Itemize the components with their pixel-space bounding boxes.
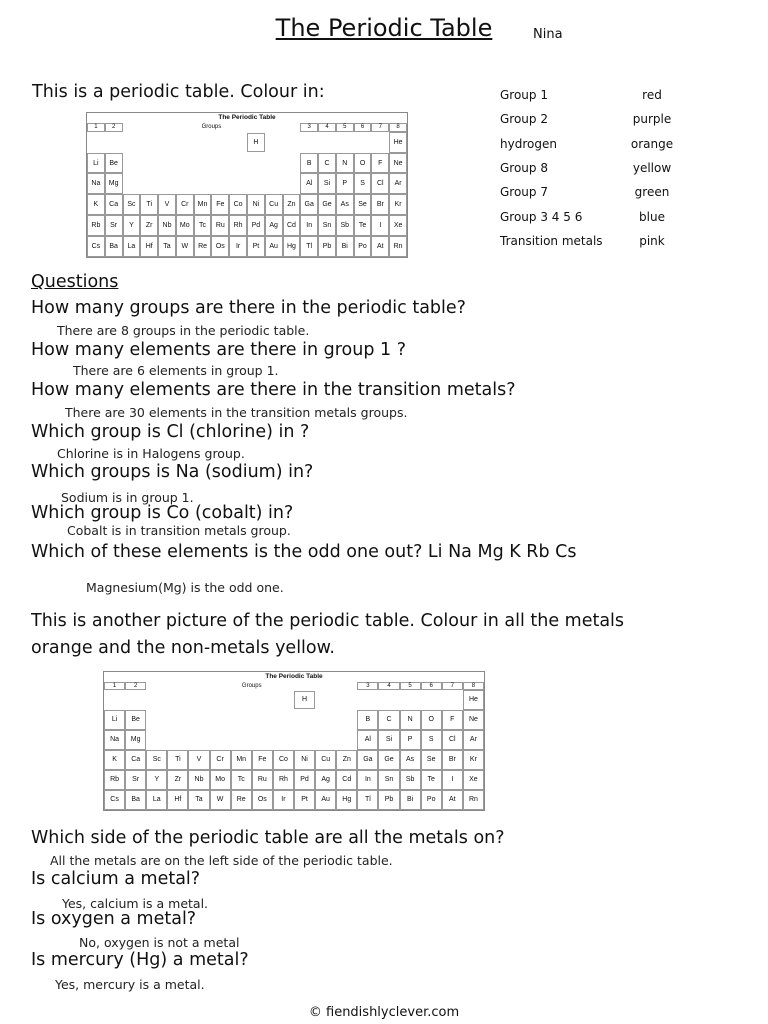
element-cell: Hf — [140, 236, 158, 257]
element-cell: Ru — [252, 770, 273, 790]
element-cell: Tl — [300, 236, 318, 257]
element-cell: Ni — [294, 750, 315, 770]
element-cell: Te — [421, 770, 442, 790]
legend-group: Transition metals — [500, 234, 603, 248]
element-cell: N — [336, 153, 354, 174]
element-cell: S — [354, 173, 372, 194]
element-cell: Zr — [167, 770, 188, 790]
element-cell: Ga — [300, 194, 318, 215]
footer-copyright: © fiendishlyclever.com — [308, 1005, 460, 1020]
group-number: 2 — [105, 123, 123, 132]
legend-group: hydrogen — [500, 137, 557, 151]
group-number: 3 — [300, 123, 318, 132]
element-cell: Ar — [389, 173, 407, 194]
author-name: Nina — [533, 27, 563, 42]
question: Is oxygen a metal? — [31, 909, 197, 929]
element-cell: Po — [421, 790, 442, 810]
element-cell: Rn — [389, 236, 407, 257]
element-cell-helium: He — [389, 132, 407, 153]
element-cell: Zr — [140, 215, 158, 236]
element-cell: Os — [211, 236, 229, 257]
element-cell: N — [400, 710, 421, 730]
element-cell: Au — [265, 236, 283, 257]
element-cell: Ir — [273, 790, 294, 810]
element-cell: Ca — [125, 750, 146, 770]
groups-label: Groups — [201, 124, 222, 131]
group-number: 6 — [354, 123, 372, 132]
element-cell: Mn — [231, 750, 252, 770]
question: Is mercury (Hg) a metal? — [31, 950, 249, 970]
element-cell: Pb — [318, 236, 336, 257]
element-cell: Si — [378, 730, 399, 750]
group-number: 8 — [389, 123, 407, 132]
element-cell: Ti — [140, 194, 158, 215]
element-cell: Sb — [336, 215, 354, 236]
element-cell: Ba — [105, 236, 123, 257]
element-cell: S — [421, 730, 442, 750]
element-cell: O — [354, 153, 372, 174]
element-cell: Cd — [283, 215, 301, 236]
legend-colour: yellow — [632, 161, 672, 175]
group-number: 2 — [125, 682, 146, 690]
answer: No, oxygen is not a metal — [79, 935, 240, 950]
answer: There are 30 elements in the transition metals groups. — [65, 405, 408, 420]
element-cell: Te — [354, 215, 372, 236]
element-cell: C — [318, 153, 336, 174]
element-cell: Ga — [357, 750, 378, 770]
second-intro-line2: orange and the non-metals yellow. — [31, 638, 335, 658]
element-cell: Mg — [125, 730, 146, 750]
legend-group: Group 7 — [500, 185, 548, 199]
element-cell: Sc — [123, 194, 141, 215]
element-cell: Pt — [294, 790, 315, 810]
element-cell: Cl — [442, 730, 463, 750]
element-cell: Cu — [265, 194, 283, 215]
answer: Magnesium(Mg) is the odd one. — [86, 580, 284, 595]
element-cell: Po — [354, 236, 372, 257]
element-cell: As — [400, 750, 421, 770]
element-cell: V — [158, 194, 176, 215]
element-cell: Xe — [389, 215, 407, 236]
answer: All the metals are on the left side of the periodic table. — [50, 853, 393, 868]
element-cell: In — [357, 770, 378, 790]
element-cell: Se — [354, 194, 372, 215]
periodic-table-title: The Periodic Table — [265, 673, 323, 680]
groups-label: Groups — [241, 682, 262, 689]
element-cell: Mo — [210, 770, 231, 790]
element-cell: Ca — [105, 194, 123, 215]
group-number: 1 — [104, 682, 125, 690]
element-cell: Al — [300, 173, 318, 194]
element-cell: Be — [125, 710, 146, 730]
element-cell: Ag — [265, 215, 283, 236]
legend-group: Group 2 — [500, 112, 548, 126]
periodic-table-title: The Periodic Table — [218, 114, 276, 121]
element-cell: Bi — [336, 236, 354, 257]
element-cell: Cd — [336, 770, 357, 790]
element-cell: Sc — [146, 750, 167, 770]
legend-colour: orange — [630, 137, 674, 151]
element-cell: Sb — [400, 770, 421, 790]
legend-colour: pink — [639, 234, 665, 248]
element-cell: Si — [318, 173, 336, 194]
element-cell: Cr — [210, 750, 231, 770]
element-cell: Sr — [105, 215, 123, 236]
element-cell: P — [400, 730, 421, 750]
answer: There are 8 groups in the periodic table. — [57, 323, 310, 338]
element-cell: Os — [252, 790, 273, 810]
element-cell: Hg — [283, 236, 301, 257]
element-cell: Ge — [378, 750, 399, 770]
element-cell: Tc — [231, 770, 252, 790]
element-cell: Li — [104, 710, 125, 730]
element-cell: Sn — [378, 770, 399, 790]
element-cell: Hg — [336, 790, 357, 810]
group-number: 5 — [400, 682, 421, 690]
element-cell: La — [146, 790, 167, 810]
element-cell-helium: He — [463, 690, 484, 710]
answer: There are 6 elements in group 1. — [73, 363, 279, 378]
element-cell: Ni — [247, 194, 265, 215]
element-cell: Ne — [389, 153, 407, 174]
element-cell: Ag — [315, 770, 336, 790]
element-cell: Ir — [229, 236, 247, 257]
group-number: 8 — [463, 682, 484, 690]
element-cell: In — [300, 215, 318, 236]
element-cell: Tc — [194, 215, 212, 236]
element-cell: I — [442, 770, 463, 790]
question: Is calcium a metal? — [31, 869, 201, 889]
periodic-table-1 — [86, 112, 408, 258]
element-cell: Re — [194, 236, 212, 257]
element-cell: Se — [421, 750, 442, 770]
legend-group: Group 8 — [500, 161, 548, 175]
element-cell: C — [378, 710, 399, 730]
element-cell: Fe — [211, 194, 229, 215]
question: Which of these elements is the odd one out? Li Na Mg K Rb Cs — [31, 542, 577, 562]
element-cell: Nb — [158, 215, 176, 236]
legend-colour: blue — [639, 210, 665, 224]
element-cell: La — [123, 236, 141, 257]
group-number: 3 — [357, 682, 378, 690]
element-cell: Pb — [378, 790, 399, 810]
legend-group: Group 3 4 5 6 — [500, 210, 583, 224]
question: Which group is Co (cobalt) in? — [31, 503, 294, 523]
intro-instruction: This is a periodic table. Colour in: — [32, 82, 325, 102]
element-cell: Rb — [87, 215, 105, 236]
element-cell: Rb — [104, 770, 125, 790]
group-number: 6 — [421, 682, 442, 690]
answer: Cobalt is in transition metals group. — [67, 523, 291, 538]
periodic-table-2 — [103, 671, 485, 811]
element-cell: Ge — [318, 194, 336, 215]
element-cell: W — [210, 790, 231, 810]
question: Which group is Cl (chlorine) in ? — [31, 422, 310, 442]
element-cell: Li — [87, 153, 105, 174]
question: How many elements are there in group 1 ? — [31, 340, 406, 360]
element-cell: Ta — [158, 236, 176, 257]
element-cell: Zn — [283, 194, 301, 215]
answer: Yes, mercury is a metal. — [55, 977, 205, 992]
element-cell: Rh — [273, 770, 294, 790]
element-cell: Co — [273, 750, 294, 770]
question: Which side of the periodic table are all the metals on? — [31, 828, 505, 848]
group-number: 4 — [318, 123, 336, 132]
element-cell: Au — [315, 790, 336, 810]
group-number: 4 — [378, 682, 399, 690]
group-number: 7 — [371, 123, 389, 132]
element-cell: Ti — [167, 750, 188, 770]
element-cell-hydrogen: H — [294, 691, 315, 709]
question: How many groups are there in the periodic table? — [31, 298, 466, 318]
legend-group: Group 1 — [500, 88, 548, 102]
element-cell: Mg — [105, 173, 123, 194]
element-cell: Nb — [188, 770, 209, 790]
element-cell: P — [336, 173, 354, 194]
second-intro-line1: This is another picture of the periodic table. Colour in all the metals — [31, 611, 625, 631]
element-cell: Al — [357, 730, 378, 750]
element-cell: F — [442, 710, 463, 730]
element-cell: Hf — [167, 790, 188, 810]
answer: Yes, calcium is a metal. — [62, 896, 209, 911]
group-number: 1 — [87, 123, 105, 132]
element-cell: K — [87, 194, 105, 215]
element-cell: Xe — [463, 770, 484, 790]
element-cell: Be — [105, 153, 123, 174]
element-cell: Cs — [104, 790, 125, 810]
element-cell: B — [300, 153, 318, 174]
element-cell: Cs — [87, 236, 105, 257]
element-cell: Ar — [463, 730, 484, 750]
element-cell: Kr — [463, 750, 484, 770]
element-cell: I — [371, 215, 389, 236]
element-cell: Ne — [463, 710, 484, 730]
element-cell: W — [176, 236, 194, 257]
element-cell: Zn — [336, 750, 357, 770]
element-cell: Bi — [400, 790, 421, 810]
element-cell: Sn — [318, 215, 336, 236]
question: How many elements are there in the transition metals? — [31, 380, 516, 400]
element-cell: Y — [146, 770, 167, 790]
element-cell: As — [336, 194, 354, 215]
element-cell: Rh — [229, 215, 247, 236]
element-cell: B — [357, 710, 378, 730]
element-cell: Cl — [371, 173, 389, 194]
element-cell: Pt — [247, 236, 265, 257]
element-cell: Na — [87, 173, 105, 194]
element-cell: Re — [231, 790, 252, 810]
element-cell: V — [188, 750, 209, 770]
page-title: The Periodic Table — [275, 14, 493, 42]
group-number: 5 — [336, 123, 354, 132]
questions-heading: Questions — [31, 272, 119, 292]
element-cell: Kr — [389, 194, 407, 215]
legend-colour: green — [634, 185, 670, 199]
element-cell: Fe — [252, 750, 273, 770]
element-cell: Na — [104, 730, 125, 750]
question: Which groups is Na (sodium) in? — [31, 462, 314, 482]
element-cell: Co — [229, 194, 247, 215]
group-number: 7 — [442, 682, 463, 690]
element-cell: Cr — [176, 194, 194, 215]
element-cell: F — [371, 153, 389, 174]
legend-colour: red — [642, 88, 662, 102]
element-cell: At — [442, 790, 463, 810]
element-cell: Pd — [294, 770, 315, 790]
element-cell: Br — [442, 750, 463, 770]
element-cell: Pd — [247, 215, 265, 236]
answer: Chlorine is in Halogens group. — [57, 446, 245, 461]
element-cell: O — [421, 710, 442, 730]
element-cell: Mn — [194, 194, 212, 215]
element-cell: Y — [123, 215, 141, 236]
legend-colour: purple — [632, 112, 672, 126]
element-cell: Sr — [125, 770, 146, 790]
element-cell: K — [104, 750, 125, 770]
element-cell: Br — [371, 194, 389, 215]
element-cell: Ta — [188, 790, 209, 810]
element-cell-hydrogen: H — [247, 133, 265, 152]
element-cell: Ru — [211, 215, 229, 236]
element-cell: At — [371, 236, 389, 257]
answer: Sodium is in group 1. — [61, 490, 194, 505]
element-cell: Ba — [125, 790, 146, 810]
element-cell: Tl — [357, 790, 378, 810]
element-cell: Mo — [176, 215, 194, 236]
element-cell: Cu — [315, 750, 336, 770]
element-cell: Rn — [463, 790, 484, 810]
